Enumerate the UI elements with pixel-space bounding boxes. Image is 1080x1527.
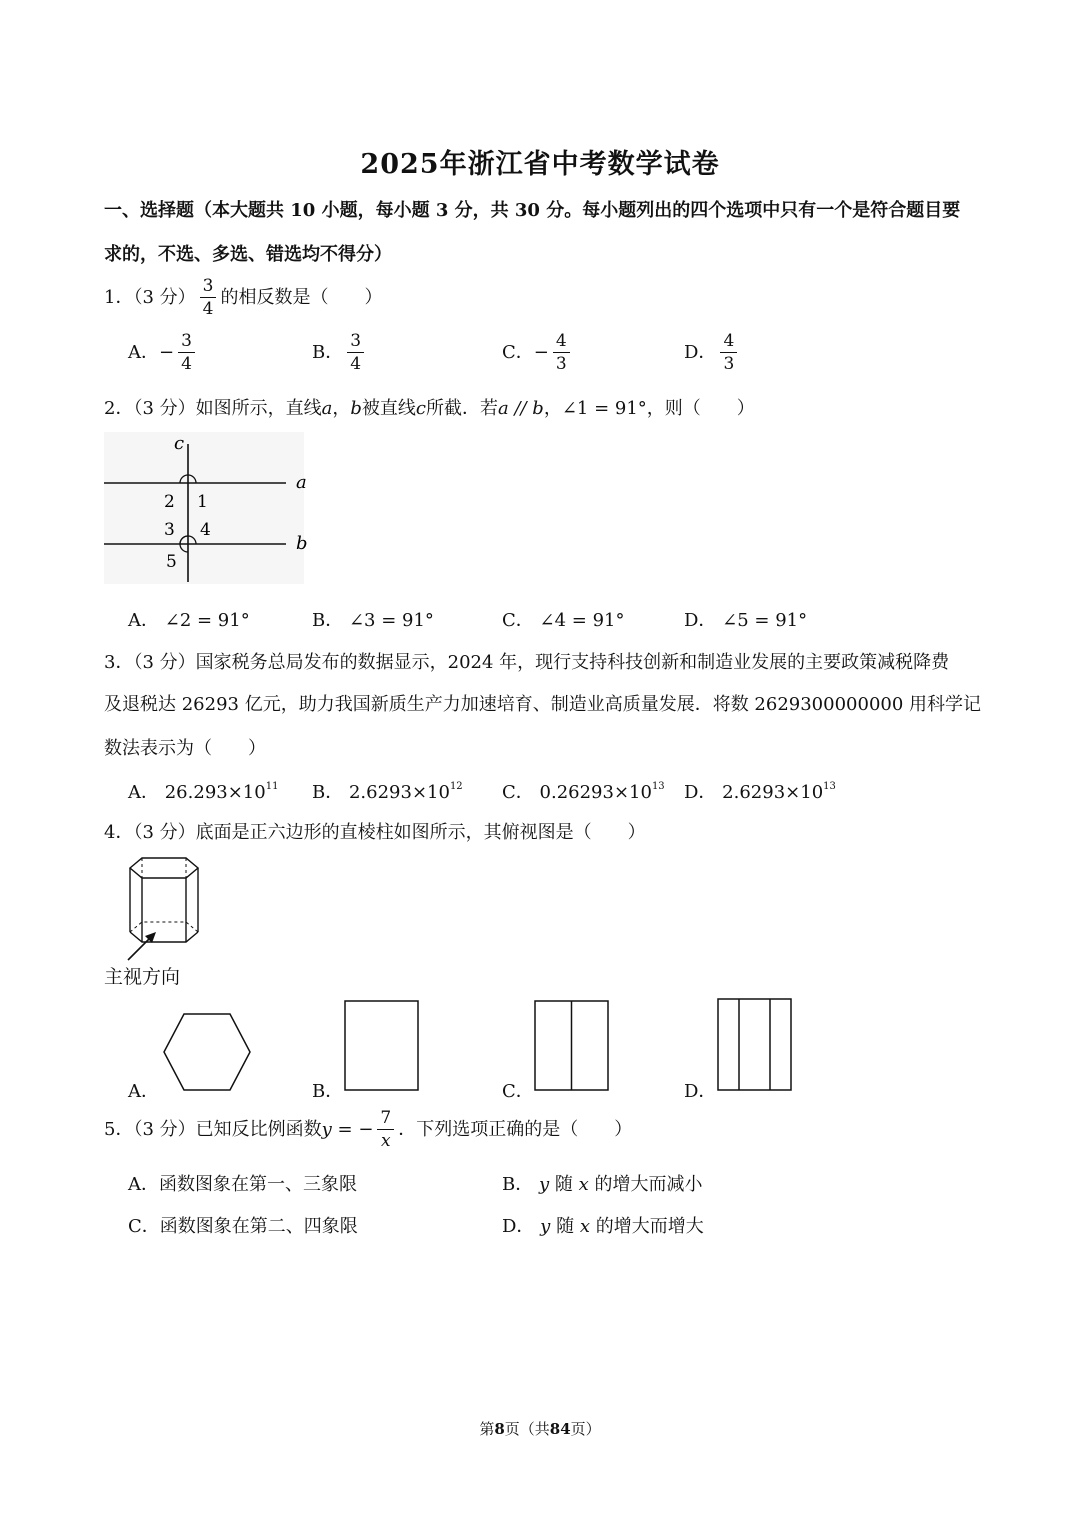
footer-text: 页（共 (504, 1420, 550, 1438)
q1-suffix: 的相反数是（ ） (220, 287, 383, 308)
option-var-y: y (540, 1216, 551, 1237)
q5-option-b[interactable] (502, 1170, 703, 1196)
option-text: 的增大而减小 (594, 1174, 703, 1195)
q2-text: ， (543, 398, 562, 419)
view-direction-caption: 主视方向 (104, 966, 181, 988)
q2-text: ，则（ ） (646, 398, 755, 419)
option-text: ∠5 = 91° (722, 610, 808, 631)
question-3-line2: 及退税达 26293 亿元，助力我国新质生产力加速培育、制造业高质量发展．将数 2629300000000 用科学记 (104, 694, 982, 715)
q5-equation-lhs: y = − (321, 1119, 374, 1140)
q1-option-d[interactable] (684, 333, 741, 373)
q1-option-a[interactable] (128, 333, 199, 373)
q2-var-c: c (415, 398, 426, 419)
option-label: C． (502, 610, 534, 631)
option-label: C． (502, 782, 534, 803)
page-title: 2025年浙江省中考数学试卷 (360, 149, 720, 180)
option-text: ∠3 = 91° (348, 610, 434, 631)
angle-label-1: 1 (197, 492, 208, 512)
option-label: C． (128, 1216, 160, 1237)
option-label: B． (312, 342, 344, 363)
option-exponent: 13 (823, 781, 836, 792)
angle-label-3: 3 (164, 520, 175, 540)
q4-option-c-label: C． (502, 1081, 534, 1102)
q4-option-c-two-panel-icon[interactable] (532, 998, 612, 1094)
question-3-line1: 3．（3 分）国家税务总局发布的数据显示，2024 年，现行支持科技创新和制造业发展的主要政策减税降费 (104, 652, 950, 673)
question-2 (104, 394, 755, 420)
page-total: 84 (549, 1420, 571, 1438)
option-exponent: 13 (651, 781, 665, 792)
option-exponent: 12 (449, 781, 463, 792)
option-sign: − (533, 342, 549, 363)
q2-text: 2．（3 分）如图所示，直线 (104, 398, 322, 419)
q4-option-a-hexagon-icon[interactable] (160, 1010, 254, 1094)
q2-var-b: b (350, 398, 362, 419)
q5-option-d[interactable] (502, 1212, 704, 1238)
footer-text: 页） (570, 1420, 601, 1438)
q2-option-b[interactable] (312, 606, 434, 632)
option-label: B． (312, 782, 344, 803)
option-frac-num: 4 (720, 333, 737, 353)
q1-option-b[interactable] (312, 333, 368, 373)
option-base: 26.293×10 (164, 782, 266, 803)
q5-prefix: 5．（3 分）已知反比例函数 (104, 1119, 322, 1140)
option-var-x: x (578, 1174, 589, 1195)
section-heading-line1: 一、选择题（本大题共 10 小题，每小题 3 分，共 30 分。每小题列出的四个选项中只有一个是符合题目要 (104, 200, 961, 221)
q5-option-a[interactable] (128, 1170, 357, 1196)
label-a: a (296, 472, 307, 493)
angle-label-5: 5 (166, 552, 177, 572)
option-text: 的增大而增大 (595, 1216, 704, 1237)
page-number: 8 (494, 1420, 505, 1438)
q1-fraction (200, 278, 217, 318)
option-label: A． (128, 782, 159, 803)
q5-frac-den: x (381, 1131, 391, 1151)
option-label: B． (502, 1174, 534, 1195)
option-sign: − (159, 342, 175, 363)
q3-option-a[interactable] (128, 778, 278, 804)
option-frac-num: 4 (553, 333, 570, 353)
option-label: B． (312, 610, 344, 631)
option-exponent: 11 (265, 781, 279, 792)
q2-text: ， (332, 398, 351, 419)
option-label: D． (502, 1216, 535, 1237)
page-footer (0, 1418, 1080, 1439)
question-3-line3: 数法表示为（ ） (104, 738, 266, 759)
q2-text: 所截．若 (425, 398, 498, 419)
q2-angle: ∠1 = 91° (561, 398, 647, 419)
q2-option-d[interactable] (684, 606, 807, 632)
q4-option-d-three-panel-icon[interactable] (715, 996, 795, 1094)
option-text: 随 (554, 1174, 573, 1195)
option-frac-den: 3 (723, 354, 735, 374)
label-b: b (296, 533, 308, 554)
option-var-y: y (538, 1174, 550, 1195)
option-text: 函数图象在第一、三象限 (159, 1174, 357, 1195)
q3-option-c[interactable] (502, 778, 665, 804)
option-frac-den: 3 (555, 354, 567, 374)
option-label: D． (684, 782, 717, 803)
q2-condition: a // b (497, 398, 544, 419)
q4-option-b-label: B． (312, 1081, 344, 1102)
option-text: 函数图象在第二、四象限 (159, 1216, 358, 1237)
option-label: A． (128, 610, 159, 631)
q5-suffix: ．下列选项正确的是（ ） (398, 1119, 633, 1140)
option-base: 2.6293×10 (348, 782, 450, 803)
q2-option-c[interactable] (502, 606, 624, 632)
q1-prefix: 1．（3 分） (104, 287, 196, 308)
q4-option-a-label: A． (128, 1081, 159, 1102)
q2-var-a: a (321, 398, 333, 419)
question-5 (104, 1110, 632, 1150)
q1-frac-den: 4 (202, 299, 214, 319)
label-c: c (174, 433, 185, 454)
footer-text: 第 (479, 1420, 495, 1438)
hexagonal-prism-figure (118, 852, 208, 962)
q3-option-b[interactable] (312, 778, 463, 804)
q5-frac-num: 7 (377, 1110, 394, 1130)
question-1 (104, 278, 382, 318)
option-label: A． (128, 342, 159, 363)
option-label: C． (502, 342, 534, 363)
option-var-x: x (579, 1216, 590, 1237)
angle-label-4: 4 (200, 520, 211, 540)
q2-text: 被直线 (361, 398, 416, 419)
option-frac-den: 4 (181, 354, 192, 374)
q1-option-c[interactable] (502, 333, 574, 373)
option-label: A． (128, 1174, 159, 1195)
q5-option-c[interactable] (128, 1212, 358, 1238)
section-heading-line2: 求的，不选、多选、错选均不得分） (104, 244, 392, 265)
option-text: ∠4 = 91° (539, 610, 625, 631)
option-frac-num: 3 (178, 333, 195, 353)
option-base: 2.6293×10 (722, 782, 824, 803)
option-frac-den: 4 (350, 354, 362, 374)
question-4: 4．（3 分）底面是正六边形的直棱柱如图所示，其俯视图是（ ） (104, 822, 646, 843)
option-base: 0.26293×10 (539, 782, 652, 803)
q4-option-b-rectangle-icon[interactable] (342, 998, 422, 1094)
option-frac-num: 3 (347, 333, 364, 353)
angle-label-2: 2 (164, 492, 175, 512)
option-label: D． (684, 342, 717, 363)
option-text: 随 (556, 1216, 575, 1237)
q1-frac-num: 3 (200, 278, 217, 298)
q4-option-d-label: D． (684, 1081, 717, 1102)
option-text: ∠2 = 91° (164, 610, 250, 631)
q3-option-d[interactable] (684, 778, 836, 804)
q2-option-a[interactable] (128, 606, 250, 632)
option-label: D． (684, 610, 717, 631)
q2-parallel-lines-figure (104, 432, 314, 584)
